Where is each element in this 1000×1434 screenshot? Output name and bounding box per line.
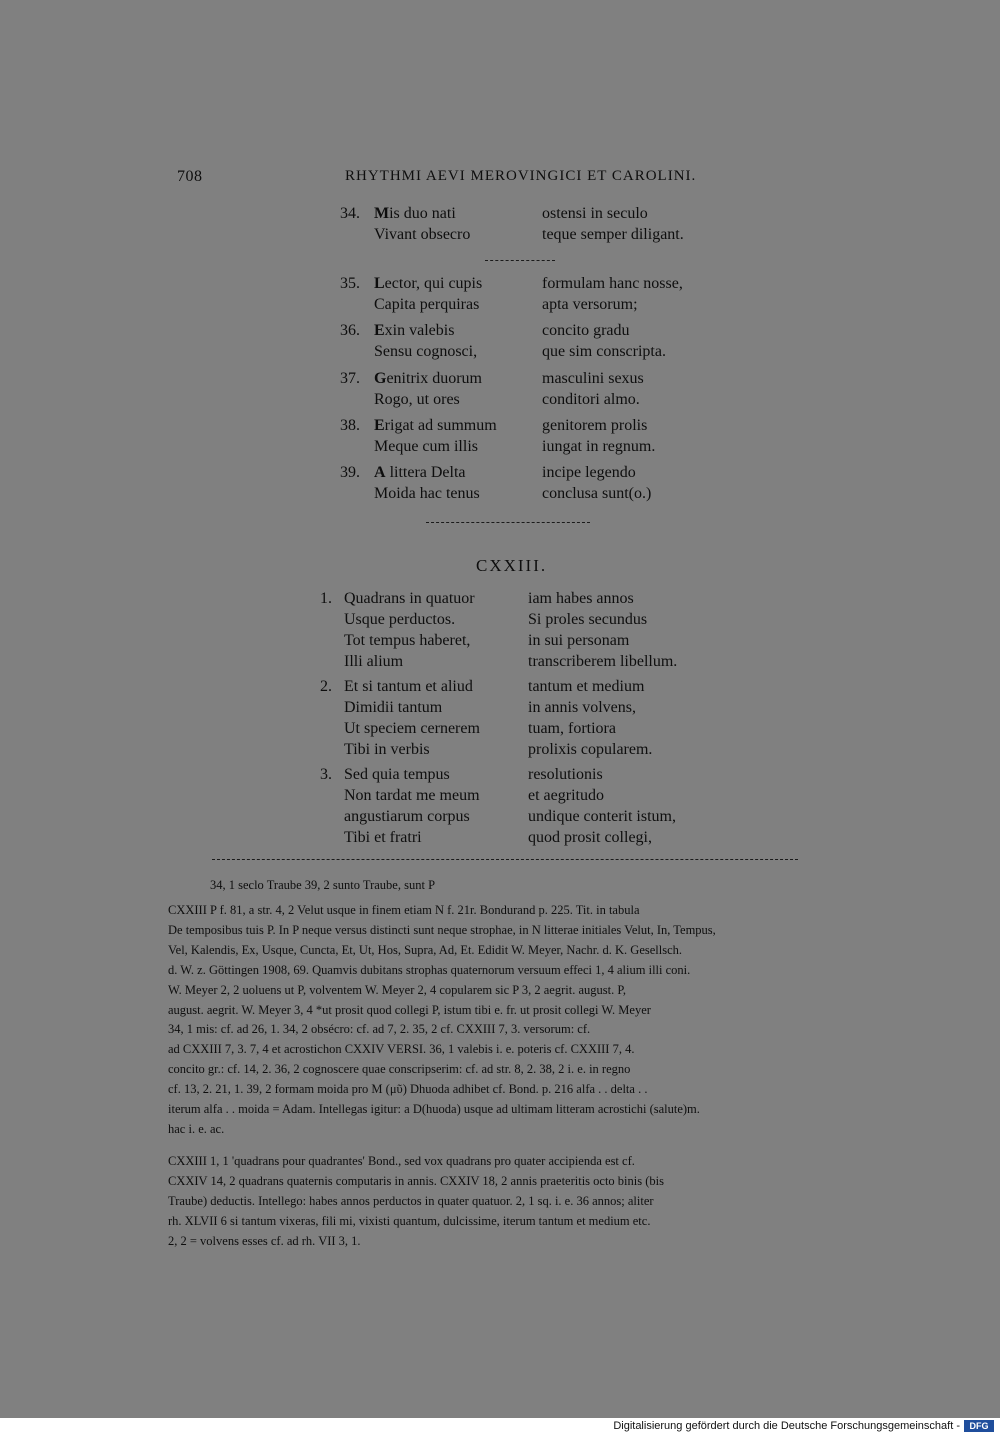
strophe-number: 34. [340,205,360,222]
initial-letter: M [374,205,390,222]
apparatus-line: iterum alfa . . moida = Adam. Intellegas igitur: a D(huoda) usque ad ultimam litteram acrostichi (salute)m. [168,1102,700,1116]
verse-right: genitorem prolis [542,417,648,434]
running-title: RHYTHMI AEVI MEROVINGICI ET CAROLINI. [345,168,697,184]
strophe-number: 36. [340,322,360,339]
strophe-number: 2. [320,678,332,695]
strophe-number: 39. [340,464,360,481]
verse-left: Moida hac tenus [374,485,480,502]
footnote-rule [212,859,798,860]
verse-right: quod prosit collegi, [528,829,652,846]
strophe-number: 35. [340,275,360,292]
verse-left: Meque cum illis [374,438,478,455]
verse-text: xin valebis [384,322,455,339]
verse-right: tuam, fortiora [528,720,616,737]
verse-left [374,274,482,294]
verse-right: Si proles secundus [528,611,648,628]
apparatus-line: cf. 13, 2. 21, 1. 39, 2 formam moida pro M (μῦ) Dhuoda adhibet cf. Bond. p. 216 alfa . . delta . . [168,1082,648,1096]
verse-left: Illi alium [344,653,404,670]
footer-text: Digitalisierung gefördert durch die Deutsche Forschungsgemeinschaft - [613,1420,960,1432]
verse-text: enitrix duorum [386,370,482,387]
separator-rule [485,260,555,261]
verse-right: prolixis copularem. [528,741,653,758]
verse-text: ector, qui cupis [384,275,483,292]
verse-left: Ut speciem cernerem [344,720,480,737]
apparatus-line: CXXIII 1, 1 'quadrans pour quadrantes' Bond., sed vox quadrans pro quater accipienda est cf. [168,1154,635,1168]
apparatus-line: De temposibus tuis P. In P neque versus distincti sunt neque strophae, in N litterae initiales Velut, In, Tempus, [168,923,716,937]
verse-right: teque semper diligant. [542,226,684,243]
apparatus-line: CXXIII P f. 81, a str. 4, 2 Velut usque in finem etiam N f. 21r. Bondurand p. 225. Tit. in tabula [168,903,640,917]
verse-right: masculini sexus [542,370,644,387]
verse-right: formulam hanc nosse, [542,275,683,292]
verse-right: et aegritudo [528,787,604,804]
separator-rule [426,522,590,523]
verse-left: Non tardat me meum [344,787,480,804]
apparatus-line: Vel, Kalendis, Ex, Usque, Cuncta, Et, Ut, Hos, Supra, Ad, Et. Edidit W. Meyer, Nachr. d. K. Gesellsch. [168,943,683,957]
verse-right: apta versorum; [542,296,638,313]
verse-right: iungat in regnum. [542,438,656,455]
verse-left: Sed quia tempus [344,766,450,783]
verse-right: incipe legendo [542,464,636,481]
verse-right: transcriberem libellum. [528,653,678,670]
verse-left: Capita perquiras [374,296,480,313]
verse-left: Et si tantum et aliud [344,678,473,695]
verse-text: littera Delta [385,464,466,481]
verse-left: Vivant obsecro [374,226,471,243]
verse-right: resolutionis [528,766,603,783]
apparatus-line: rh. XLVII 6 si tantum vixeras, fili mi, vixisti quantum, dulcissime, iterum tantum et medium etc. [168,1214,651,1228]
verse-right: conclusa sunt(o.) [542,485,652,502]
apparatus-line: 34, 1 seclo Traube 39, 2 sunto Traube, sunt P [210,878,436,892]
page-number: 708 [177,168,203,185]
verse-left: Tot tempus haberet, [344,632,471,649]
apparatus-line: W. Meyer 2, 2 uoluens ut P, volventem W. Meyer 2, 4 copularem sic P 3, 2 aegrit. august. P, [168,983,627,997]
apparatus-line: concito gr.: cf. 14, 2. 36, 2 cognoscere quae conscripserim: cf. ad str. 8, 2. 38, 2 i. e. in regno [168,1062,631,1076]
verse-left: Dimidii tantum [344,699,443,716]
verse-left: Rogo, ut ores [374,391,460,408]
strophe-number: 3. [320,766,332,783]
verse-text: rigat ad summum [384,417,497,434]
apparatus-line: 34, 1 mis: cf. ad 26, 1. 34, 2 obsécro: cf. ad 7, 2. 35, 2 cf. CXXIII 7, 3. versorum: cf. [168,1022,591,1036]
section-title: CXXIII. [476,556,548,575]
apparatus-line: august. aegrit. W. Meyer 3, 4 *ut prosit quod collegi P, istum tibi e. fr. ut prosit collegi W. Meyer [168,1003,651,1017]
apparatus-line: CXXIV 14, 2 quadrans quaternis computaris in annis. CXXIV 18, 2 annis praeteritis octo binis (bis [168,1174,664,1188]
initial-letter: A [374,464,386,481]
verse-right: in annis volvens, [528,699,636,716]
apparatus-line: Traube) deductis. Intellego: habes annos perductos in quater quatuor. 2, 1 sq. i. e. 36 annos; aliter [168,1194,654,1208]
dfg-logo: DFG [964,1420,994,1432]
apparatus-line: ad CXXIII 7, 3. 7, 4 et acrostichon CXXIV VERSI. 36, 1 valebis i. e. poteris cf. CXXIII 7, 4. [168,1042,635,1056]
strophe-number: 38. [340,417,360,434]
strophe-number: 1. [320,590,332,607]
verse-left [374,369,482,389]
apparatus-line: 2, 2 = volvens esses cf. ad rh. VII 3, 1. [168,1234,361,1248]
verse-right: undique conterit istum, [528,808,676,825]
verse-right: conditori almo. [542,391,640,408]
verse-right: concito gradu [542,322,630,339]
strophe-number: 37. [340,370,360,387]
verse-left [374,416,497,436]
verse-left: angustiarum corpus [344,808,470,825]
footer-bar [0,1418,1000,1434]
verse-left [374,463,466,483]
verse-right: iam habes annos [528,590,634,607]
verse-left [374,321,454,341]
verse-left: Usque perductos. [344,611,456,628]
apparatus-line: hac i. e. ac. [168,1122,225,1136]
initial-letter: E [374,417,385,434]
verse-left: Quadrans in quatuor [344,590,475,607]
initial-letter: E [374,322,385,339]
verse-right: que sim conscripta. [542,343,666,360]
initial-letter: L [374,275,385,292]
apparatus-line: d. W. z. Göttingen 1908, 69. Quamvis dubitans strophas quaternorum versuum effeci 1, 4 alium illi coni. [168,963,691,977]
verse-right: in sui personam [528,632,630,649]
verse-left: Sensu cognosci, [374,343,478,360]
verse-right: tantum et medium [528,678,645,695]
verse-left: Tibi et fratri [344,829,422,846]
verse-left: Tibi in verbis [344,741,430,758]
verse-text: is duo nati [389,205,456,222]
verse-left [374,204,456,224]
initial-letter: G [374,370,387,387]
verse-right: ostensi in seculo [542,205,648,222]
